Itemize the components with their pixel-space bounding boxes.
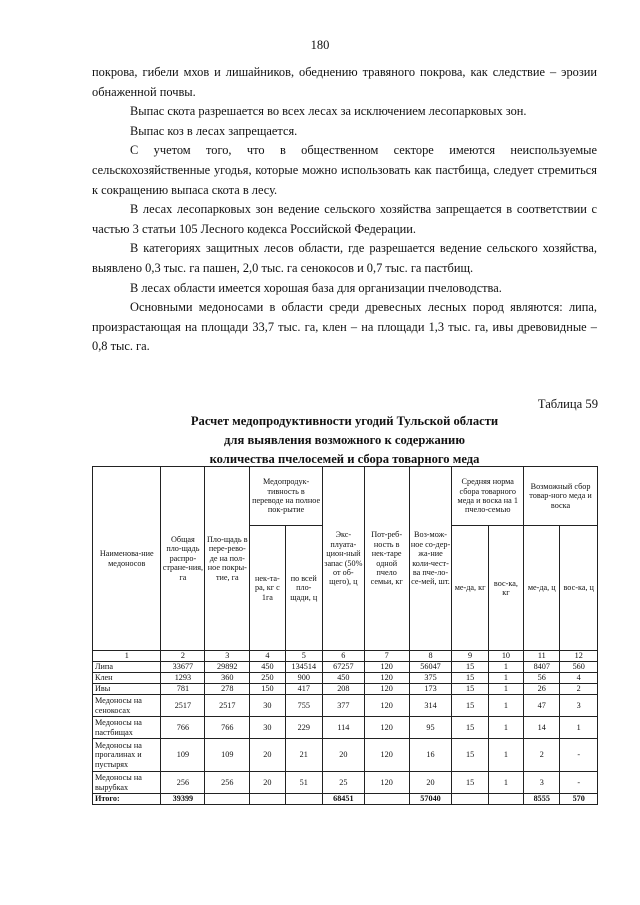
table-number: Таблица 59: [537, 397, 598, 411]
table-cell: 2517: [205, 695, 250, 717]
column-number: 5: [285, 651, 322, 662]
table-cell: 134514: [285, 662, 322, 673]
table-cell: 51: [285, 772, 322, 794]
table-row: [93, 739, 598, 772]
table-row-name: Итого:: [93, 794, 161, 805]
table-cell: 47: [524, 695, 560, 717]
table-row-name: Медоносы на сенокосах: [93, 695, 161, 717]
table-row: [93, 695, 598, 717]
table-cell: 766: [205, 717, 250, 739]
table-cell: 15: [452, 739, 488, 772]
table-row-name: Медоносы на прогалинах и пустырях: [93, 739, 161, 772]
table-cell: 570: [560, 794, 598, 805]
paragraph: покрова, гибели мхов и лишайников, обеднению травяного покрова, как следствие – эрозии обнаженной почвы.: [92, 65, 597, 99]
table-cell: [250, 794, 285, 805]
table-cell: 250: [250, 673, 285, 684]
table-cell: [452, 794, 488, 805]
table-cell: 57040: [409, 794, 452, 805]
table-cell: 781: [161, 684, 205, 695]
table-cell: 1: [488, 662, 523, 673]
table-cell: 56047: [409, 662, 452, 673]
table-row-name: Липа: [93, 662, 161, 673]
paragraph: Выпас скота разрешается во всех лесах за исключением лесопарковых зон.: [130, 104, 527, 119]
table-cell: 15: [452, 684, 488, 695]
header-need: Пот-реб-ность в нек-таре одной пчело семьи, кг: [364, 467, 409, 651]
header-total: по всей пло-щади, ц: [285, 526, 322, 651]
header-honey-group: Медопродук-тивность в переводе на полное пок-рытие: [250, 467, 323, 526]
table-cell: 109: [161, 739, 205, 772]
table-cell: 1: [488, 695, 523, 717]
column-number: 4: [250, 651, 285, 662]
table-total-row: [93, 794, 598, 805]
table-cell: 14: [524, 717, 560, 739]
column-number: 9: [452, 651, 488, 662]
table-row: [93, 684, 598, 695]
table-cell: 8407: [524, 662, 560, 673]
table-cell: 30: [250, 717, 285, 739]
table-cell: 120: [364, 717, 409, 739]
table-cell: 450: [322, 673, 364, 684]
column-number: 11: [524, 651, 560, 662]
table-row-name: Медоносы на пастбищах: [93, 717, 161, 739]
table-cell: 8555: [524, 794, 560, 805]
table-cell: 1: [560, 717, 598, 739]
table-cell: 120: [364, 772, 409, 794]
table-cell: 15: [452, 717, 488, 739]
table-cell: 2517: [161, 695, 205, 717]
body-text: [92, 63, 597, 357]
column-number: 7: [364, 651, 409, 662]
table-cell: 67257: [322, 662, 364, 673]
table-cell: 20: [250, 772, 285, 794]
header-per-ha: нек-та-ра, кг с 1га: [250, 526, 285, 651]
table-cell: 560: [560, 662, 598, 673]
table-cell: 120: [364, 739, 409, 772]
table-cell: 20: [322, 739, 364, 772]
table-cell: 68451: [322, 794, 364, 805]
table-cell: 15: [452, 662, 488, 673]
table-cell: 30: [250, 695, 285, 717]
column-number: 8: [409, 651, 452, 662]
table-row: [93, 772, 598, 794]
paragraph: Основными медоносами в области среди древесных лесных пород являются: липа, произрастающая на площади 33,7 тыс. га, клен – на площади 1,3 тыс. га, ивы древовидные – 0,8 тыс. га.: [92, 300, 597, 354]
table-cell: 360: [205, 673, 250, 684]
table-cell: 25: [322, 772, 364, 794]
paragraph: В лесах области имеется хорошая база для организации пчеловодства.: [130, 280, 502, 295]
page-number: 180: [310, 38, 330, 52]
table-cell: 766: [161, 717, 205, 739]
table-cell: 755: [285, 695, 322, 717]
table-cell: 39399: [161, 794, 205, 805]
table-cell: 15: [452, 695, 488, 717]
table-cell: 375: [409, 673, 452, 684]
table-cell: 33677: [161, 662, 205, 673]
table-cell: 1: [488, 772, 523, 794]
column-number: 3: [205, 651, 250, 662]
table-cell: 109: [205, 739, 250, 772]
table-cell: 120: [364, 684, 409, 695]
table-cell: [285, 794, 322, 805]
table-cell: 417: [285, 684, 322, 695]
table-cell: 120: [364, 695, 409, 717]
table-cell: [205, 794, 250, 805]
table-cell: 150: [250, 684, 285, 695]
table-title-line: количества пчелосемей и сбора товарного меда: [209, 452, 480, 466]
table-cell: 278: [205, 684, 250, 695]
table-cell: 208: [322, 684, 364, 695]
column-number-row: [93, 651, 598, 662]
column-number: 6: [322, 651, 364, 662]
column-number: 1: [93, 651, 161, 662]
table-cell: 1: [488, 684, 523, 695]
table-cell: 314: [409, 695, 452, 717]
table-row-name: Клен: [93, 673, 161, 684]
table-cell: 229: [285, 717, 322, 739]
table-cell: 15: [452, 772, 488, 794]
table-row-name: Медоносы на вырубках: [93, 772, 161, 794]
table-cell: -: [560, 772, 598, 794]
table-cell: 21: [285, 739, 322, 772]
table-cell: 20: [250, 739, 285, 772]
table-cell: 2: [524, 739, 560, 772]
table-cell: 29892: [205, 662, 250, 673]
table-cell: 120: [364, 673, 409, 684]
header-possible: Воз-мож-ное со-дер-жа-ние коли-чест-ва пче-ло-се-мей, шт.: [409, 467, 452, 651]
table-cell: 256: [161, 772, 205, 794]
table-cell: 3: [524, 772, 560, 794]
paragraph: В лесах лесопарковых зон ведение сельского хозяйства запрещается в соответствии с частью 3 статьи 105 Лесного кодекса Российской Федерации.: [92, 202, 597, 236]
table-cell: 2: [560, 684, 598, 695]
table-cell: 3: [560, 695, 598, 717]
column-number: 2: [161, 651, 205, 662]
header-coll-group: Возможный сбор товар-ного меда и воска: [524, 467, 598, 526]
table-cell: 120: [364, 662, 409, 673]
table-cell: -: [560, 739, 598, 772]
column-number: 10: [488, 651, 523, 662]
table-cell: [488, 794, 523, 805]
table-cell: [364, 794, 409, 805]
table-cell: 26: [524, 684, 560, 695]
table-row-name: Ивы: [93, 684, 161, 695]
header-avg-wax: вос-ка, кг: [488, 526, 523, 651]
table-cell: 15: [452, 673, 488, 684]
table-cell: 20: [409, 772, 452, 794]
table-cell: 1293: [161, 673, 205, 684]
honey-productivity-table: [92, 466, 598, 805]
paragraph: С учетом того, что в общественном секторе имеются неиспользуемые сельскохозяйственные угодья, которые можно использовать как пастбища, следует стремиться к сокращению выпаса скота в лесу.: [92, 143, 597, 197]
header-converted-area: Пло-щадь в пере-рево-де на пол-ное покры-тие, га: [205, 467, 250, 651]
header-name: Наименова-ние медоносов: [93, 467, 161, 651]
table-cell: 1: [488, 673, 523, 684]
table-cell: 56: [524, 673, 560, 684]
table-cell: 1: [488, 739, 523, 772]
table-title: [92, 412, 597, 469]
header-coll-honey: ме-да, ц: [524, 526, 560, 651]
table-cell: 1: [488, 717, 523, 739]
paragraph: В категориях защитных лесов области, где разрешается ведение сельского хозяйства, выявлено 0,3 тыс. га пашен, 2,0 тыс. га сенокосов и 0,7 тыс. га пастбищ.: [92, 241, 597, 275]
table-cell: 450: [250, 662, 285, 673]
column-number: 12: [560, 651, 598, 662]
table-row: [93, 662, 598, 673]
header-exploitable: Экс-плуата-цион-ный запас (50% от об-щего), ц: [322, 467, 364, 651]
header-avg-group: Средняя норма сбора товарного меда и воска на 1 пчело-семью: [452, 467, 524, 526]
table-cell: 173: [409, 684, 452, 695]
table-cell: 377: [322, 695, 364, 717]
table-cell: 256: [205, 772, 250, 794]
table-row: [93, 673, 598, 684]
table-cell: 16: [409, 739, 452, 772]
table-cell: 900: [285, 673, 322, 684]
table-row: [93, 717, 598, 739]
header-total-area: Общая пло-щадь распро-стране-ния, га: [161, 467, 205, 651]
header-avg-honey: ме-да, кг: [452, 526, 488, 651]
table-title-line: Расчет медопродуктивности угодий Тульской области: [190, 414, 499, 428]
table-cell: 4: [560, 673, 598, 684]
table-cell: 95: [409, 717, 452, 739]
header-coll-wax: вос-ка, ц: [560, 526, 598, 651]
table-title-line: для выявления возможного к содержанию: [224, 433, 465, 447]
table-cell: 114: [322, 717, 364, 739]
paragraph: Выпас коз в лесах запрещается.: [130, 123, 298, 138]
